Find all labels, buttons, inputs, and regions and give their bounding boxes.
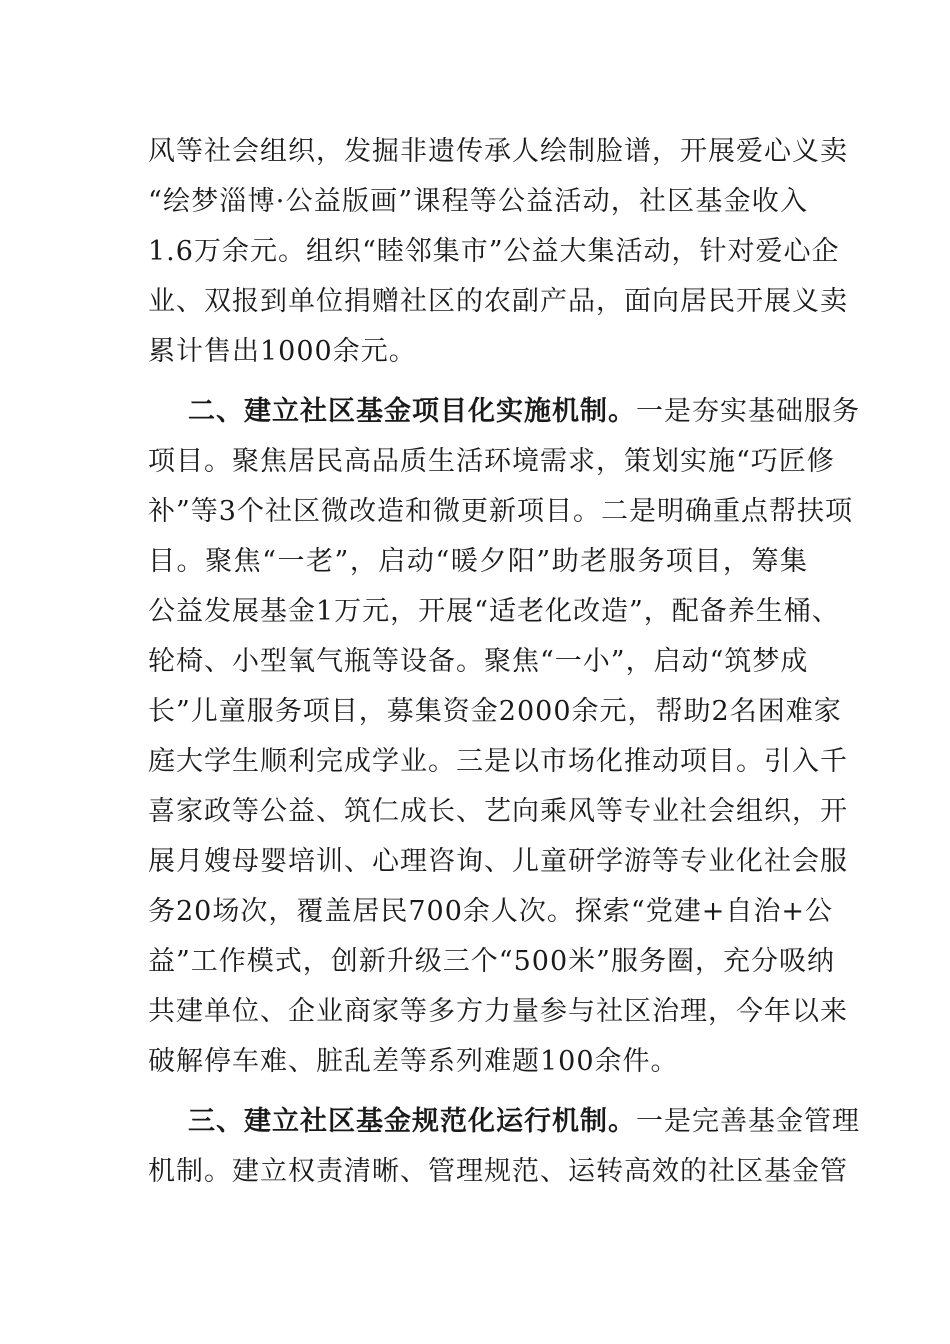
text-run: 一是完善基金管理 [636, 1106, 860, 1137]
text-line: 风等社会组织，发掘非遗传承人绘制脸谱，开展爱心义卖 [148, 136, 848, 167]
text-line: 机制。建立权责清晰、管理规范、运转高效的社区基金管 [148, 1156, 848, 1187]
text-line: 补”等3个社区微改造和微更新项目。二是明确重点帮扶项 [148, 496, 853, 527]
text-line: 公益发展基金1万元，开展“适老化改造”，配备养生桶、 [148, 596, 840, 627]
text-line: 破解停车难、脏乱差等系列难题100余件。 [148, 1046, 679, 1077]
paragraph-first-line [188, 1102, 860, 1142]
text-run: 一是夯实基础服务 [636, 396, 860, 427]
text-line: 展月嫂母婴培训、心理咨询、儿童研学游等专业化社会服 [148, 846, 848, 877]
text-line: 轮椅、小型氧气瓶等设备。聚焦“一小”，启动“筑梦成 [148, 646, 809, 677]
text-line: 累计售出1000余元。 [148, 336, 417, 367]
text-line: 业、双报到单位捐赠社区的农副产品，面向居民开展义卖 [148, 286, 848, 317]
text-line: 目。聚焦“一老”，启动“暖夕阳”助老服务项目，筹集 [148, 546, 808, 577]
text-line: 喜家政等公益、筑仁成长、艺向乘风等专业社会组织，开 [148, 796, 848, 827]
text-line: 庭大学生顺利完成学业。三是以市场化推动项目。引入千 [148, 746, 848, 777]
section-heading: 三、建立社区基金规范化运行机制。 [188, 1106, 636, 1137]
text-line: 项目。聚焦居民高品质生活环境需求，策划实施“巧匠修 [148, 446, 835, 477]
text-line: “绘梦淄博·公益版画”课程等公益活动，社区基金收入 [148, 186, 808, 217]
text-line: 务20场次，覆盖居民700余人次。探索“党建+自治+公 [148, 896, 833, 927]
text-line: 共建单位、企业商家等多方力量参与社区治理，今年以来 [148, 996, 848, 1027]
section-heading: 二、建立社区基金项目化实施机制。 [188, 396, 636, 427]
text-line: 益”工作模式，创新升级三个“500米”服务圈，充分吸纳 [148, 946, 835, 977]
paragraph-first-line [188, 392, 860, 432]
text-line: 长”儿童服务项目，募集资金2000余元，帮助2名困难家 [148, 696, 842, 727]
text-line: 1.6万余元。组织“睦邻集市”公益大集活动，针对爱心企 [148, 236, 840, 267]
